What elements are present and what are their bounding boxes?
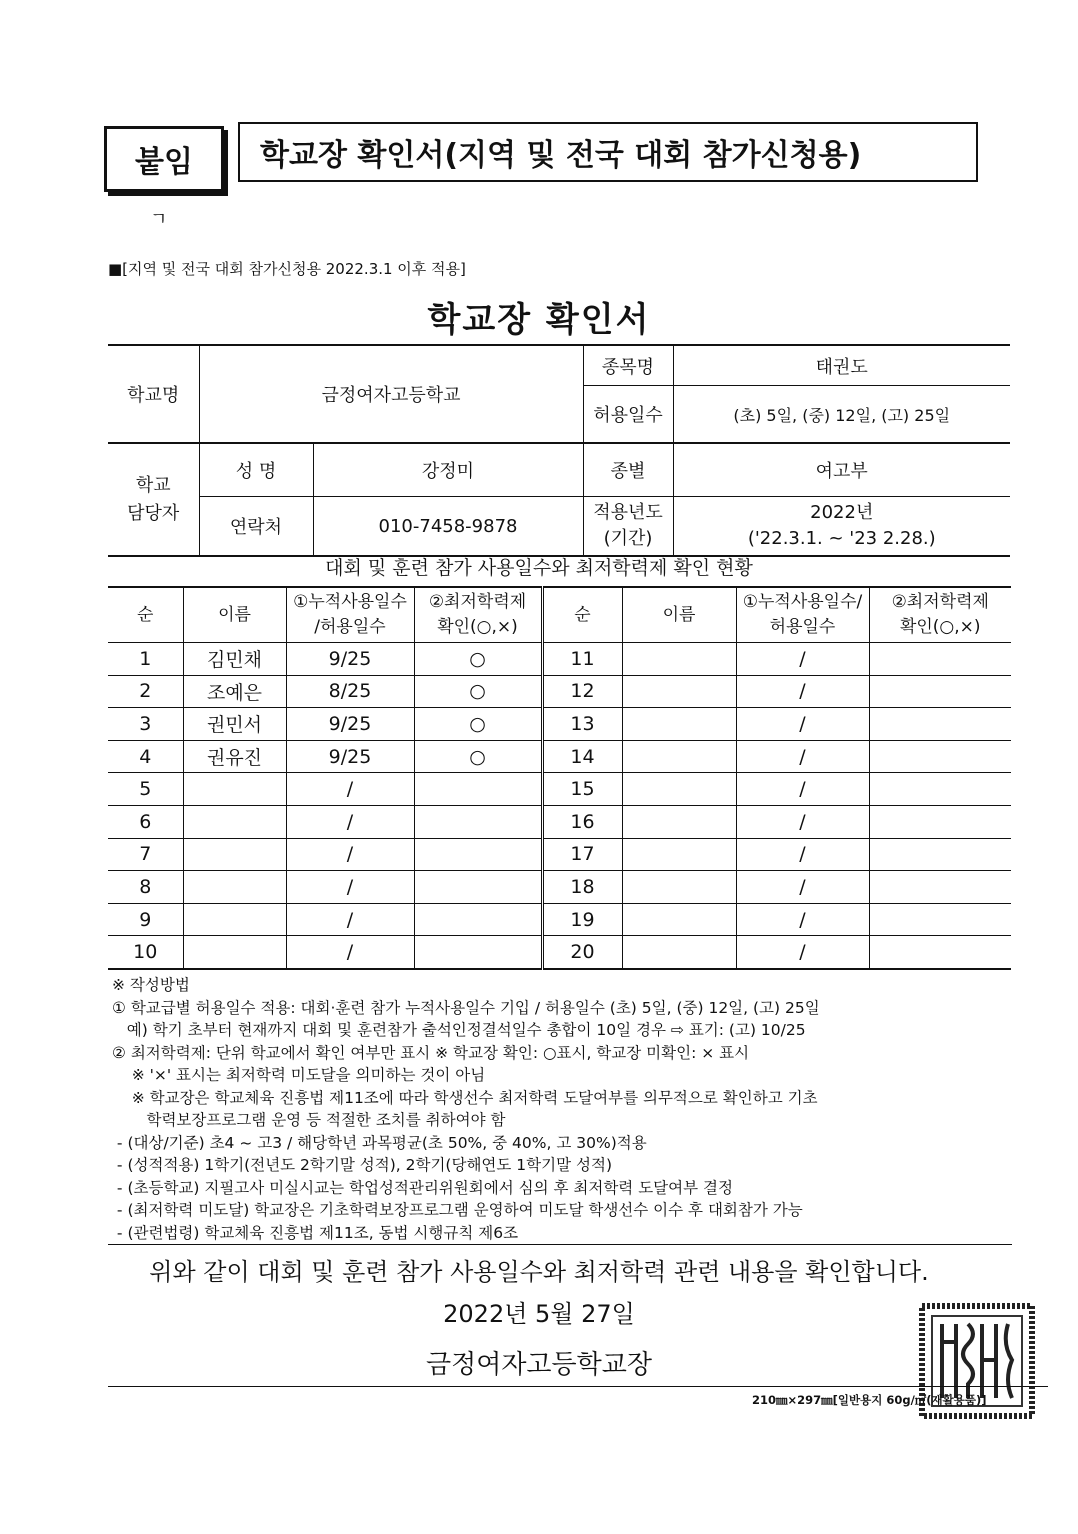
row-no: 6 — [108, 805, 183, 838]
row-days: / — [286, 838, 414, 871]
row-no: 1 — [108, 643, 183, 676]
header-name: 이름 — [183, 587, 286, 643]
event-label: 종목명 — [583, 345, 673, 386]
staff-label-2: 담당자 — [127, 502, 180, 524]
row-no-right: 11 — [542, 643, 622, 676]
row-name-right — [622, 773, 736, 806]
row-no: 3 — [108, 708, 183, 741]
paper-size-note: 210㎜×297㎜[일반용지 60g/㎡(재활용품)] — [752, 1393, 987, 1407]
year-value-1: 2022년 — [810, 502, 874, 523]
row-days: / — [286, 936, 414, 969]
table-row — [108, 773, 1011, 806]
staff-label — [108, 443, 199, 556]
table-row — [108, 871, 1011, 904]
writing-notes — [112, 974, 1012, 1244]
header-name-right: 이름 — [622, 587, 736, 643]
row-check — [414, 805, 542, 838]
division-label: 종별 — [583, 443, 673, 497]
row-days-right: / — [736, 871, 869, 904]
row-check: ○ — [414, 675, 542, 708]
row-days: / — [286, 773, 414, 806]
allowed-days-value: (초) 5일, (중) 12일, (고) 25일 — [673, 386, 1010, 444]
row-no: 9 — [108, 903, 183, 936]
row-no-right: 12 — [542, 675, 622, 708]
division-value: 여고부 — [673, 443, 1010, 497]
name-value: 강정미 — [313, 443, 583, 497]
table-row — [108, 936, 1011, 969]
row-no-right: 15 — [542, 773, 622, 806]
section-title: 대회 및 훈련 참가 사용일수와 최저학력제 확인 현황 — [325, 557, 753, 579]
note-line: 학력보장프로그램 운영 등 적절한 조치를 취하여야 함 — [112, 1111, 506, 1129]
row-no: 4 — [108, 740, 183, 773]
row-days-right: / — [736, 903, 869, 936]
header-days-r1: ①누적사용일수/ — [742, 592, 863, 612]
issue-date: 2022년 5월 27일 — [443, 1300, 635, 1328]
row-check-right — [869, 740, 1011, 773]
school-label: 학교명 — [108, 345, 199, 443]
row-check-right — [869, 675, 1011, 708]
note-line: ② 최저학력제: 단위 학교에서 확인 여부만 표시 ※ 학교장 확인: ○표시, 학교장 미확인: × 표시 — [112, 1043, 750, 1062]
row-check — [414, 838, 542, 871]
row-no-right: 16 — [542, 805, 622, 838]
note-line: 예) 학기 초부터 현재까지 대회 및 훈련참가 출석인정결석일수 총합이 10일 경우 ⇨ 표기: (고) 10/25 — [112, 1021, 806, 1039]
row-no-right: 20 — [542, 936, 622, 969]
row-days-right: / — [736, 643, 869, 676]
row-no-right: 18 — [542, 871, 622, 904]
header-days — [286, 587, 414, 643]
row-check — [414, 903, 542, 936]
row-no: 2 — [108, 675, 183, 708]
row-name: 조예은 — [183, 675, 286, 708]
row-check-right — [869, 708, 1011, 741]
row-name — [183, 805, 286, 838]
row-name — [183, 773, 286, 806]
divider — [108, 1244, 1012, 1245]
row-check — [414, 773, 542, 806]
table-row — [108, 643, 1011, 676]
confirm-statement: 위와 같이 대회 및 훈련 참가 사용일수와 최저학력 관련 내용을 확인합니다. — [149, 1258, 929, 1286]
note-line: ※ 작성방법 — [112, 976, 190, 994]
row-name — [183, 903, 286, 936]
header-check-r2: 확인(○,×) — [899, 617, 981, 637]
row-days-right: / — [736, 838, 869, 871]
row-no-right: 19 — [542, 903, 622, 936]
table-row — [108, 675, 1011, 708]
info-table — [108, 344, 1010, 557]
row-check-right — [869, 936, 1011, 969]
row-name-right — [622, 643, 736, 676]
sub-note: ■[지역 및 전국 대회 참가신청용 2022.3.1 이후 적용] — [108, 260, 466, 278]
row-no: 8 — [108, 871, 183, 904]
event-value: 태권도 — [673, 345, 1010, 386]
row-name — [183, 871, 286, 904]
footer-divider — [108, 1386, 1048, 1387]
year-value-2: ('22.3.1. ~ '23 2.28.) — [747, 528, 936, 549]
row-days-right: / — [736, 805, 869, 838]
row-name-right — [622, 838, 736, 871]
attachment-label: 붙임 — [104, 126, 224, 192]
table-row — [108, 740, 1011, 773]
row-days: / — [286, 805, 414, 838]
row-name-right — [622, 903, 736, 936]
row-name: 권유진 — [183, 740, 286, 773]
row-days: 9/25 — [286, 740, 414, 773]
note-line: ※ 학교장은 학교체육 진흥법 제11조에 따라 학생선수 최저학력 도달여부를 의무적으로 확인하고 기초 — [112, 1088, 818, 1107]
row-name — [183, 936, 286, 969]
note-line: ① 학교급별 허용일수 적용: 대회·훈련 참가 누적사용일수 기입 / 허용일수 (초) 5일, (중) 12일, (고) 25일 — [112, 998, 820, 1017]
row-check: ○ — [414, 708, 542, 741]
header-check-2: 확인(○,×) — [437, 617, 518, 637]
row-days-right: / — [736, 740, 869, 773]
row-check-right — [869, 838, 1011, 871]
header-days-right — [736, 587, 869, 643]
row-name-right — [622, 871, 736, 904]
row-days-right: / — [736, 773, 869, 806]
year-label — [583, 497, 673, 557]
row-days-right: / — [736, 675, 869, 708]
row-days: 9/25 — [286, 643, 414, 676]
row-name-right — [622, 740, 736, 773]
row-check-right — [869, 805, 1011, 838]
row-name-right — [622, 675, 736, 708]
header-check — [414, 587, 542, 643]
row-no-right: 13 — [542, 708, 622, 741]
header-no-right: 순 — [542, 587, 622, 643]
row-check — [414, 871, 542, 904]
header-check-r1: ②최저학력제 — [891, 592, 989, 612]
row-check-right — [869, 903, 1011, 936]
row-no: 7 — [108, 838, 183, 871]
header-check-right — [869, 587, 1011, 643]
table-row — [108, 805, 1011, 838]
row-name: 권민서 — [183, 708, 286, 741]
allowed-days-label: 허용일수 — [583, 386, 673, 444]
row-days-right: / — [736, 936, 869, 969]
name-label: 성 명 — [199, 443, 313, 497]
header-no: 순 — [108, 587, 183, 643]
header-title: 학교장 확인서(지역 및 전국 대회 참가신청용) — [238, 122, 978, 182]
year-label-1: 적용년도 — [593, 502, 663, 523]
contact-value: 010-7458-9878 — [313, 497, 583, 557]
year-value — [673, 497, 1010, 557]
row-check — [414, 936, 542, 969]
row-name: 김민채 — [183, 643, 286, 676]
row-no: 10 — [108, 936, 183, 969]
table-row — [108, 903, 1011, 936]
row-check: ○ — [414, 740, 542, 773]
row-days-right: / — [736, 708, 869, 741]
row-check-right — [869, 871, 1011, 904]
row-days: / — [286, 903, 414, 936]
corner-mark: ㄱ — [150, 209, 168, 230]
row-check-right — [869, 773, 1011, 806]
principal-name: 금정여자고등학교장 — [425, 1350, 653, 1380]
main-title: 학교장 확인서 — [427, 300, 651, 340]
header-days-r2: 허용일수 — [769, 617, 836, 637]
row-days: / — [286, 871, 414, 904]
note-line: - (성적적용) 1학기(전년도 2학기말 성적), 2학기(당해연도 1학기말 성적) — [112, 1156, 612, 1174]
row-days: 9/25 — [286, 708, 414, 741]
row-no-right: 14 — [542, 740, 622, 773]
row-name-right — [622, 708, 736, 741]
contact-label: 연락처 — [199, 497, 313, 557]
note-line: ※ '×' 표시는 최저학력 미도달을 의미하는 것이 아님 — [112, 1066, 486, 1084]
staff-label-1: 학교 — [135, 474, 171, 496]
table-row — [108, 708, 1011, 741]
list-header-row — [108, 587, 1011, 643]
row-no-right: 17 — [542, 838, 622, 871]
year-label-2: (기간) — [603, 528, 653, 549]
note-line: - (최저학력 미도달) 학교장은 기초학력보장프로그램 운영하여 미도달 학생선수 이수 후 대회참가 가능 — [112, 1201, 803, 1219]
row-check-right — [869, 643, 1011, 676]
participation-table — [108, 586, 1011, 970]
row-check: ○ — [414, 643, 542, 676]
row-name — [183, 838, 286, 871]
note-line: - (관련법령) 학교체육 진흥법 제11조, 동법 시행규칙 제6조 — [112, 1223, 519, 1242]
header-days-1: ①누적사용일수 — [293, 592, 407, 612]
table-row — [108, 838, 1011, 871]
header-check-1: ②최저학력제 — [428, 592, 527, 612]
header-days-2: /허용일수 — [314, 617, 386, 637]
school-name: 금정여자고등학교 — [199, 345, 583, 443]
row-days: 8/25 — [286, 675, 414, 708]
row-name-right — [622, 805, 736, 838]
row-no: 5 — [108, 773, 183, 806]
note-line: - (초등학교) 지필고사 미실시교는 학업성적관리위원회에서 심의 후 최저학력 도달여부 결정 — [112, 1178, 733, 1197]
note-line: - (대상/기준) 초4 ~ 고3 / 해당학년 과목평균(초 50%, 중 40%, 고 30%)적용 — [112, 1133, 647, 1152]
row-name-right — [622, 936, 736, 969]
